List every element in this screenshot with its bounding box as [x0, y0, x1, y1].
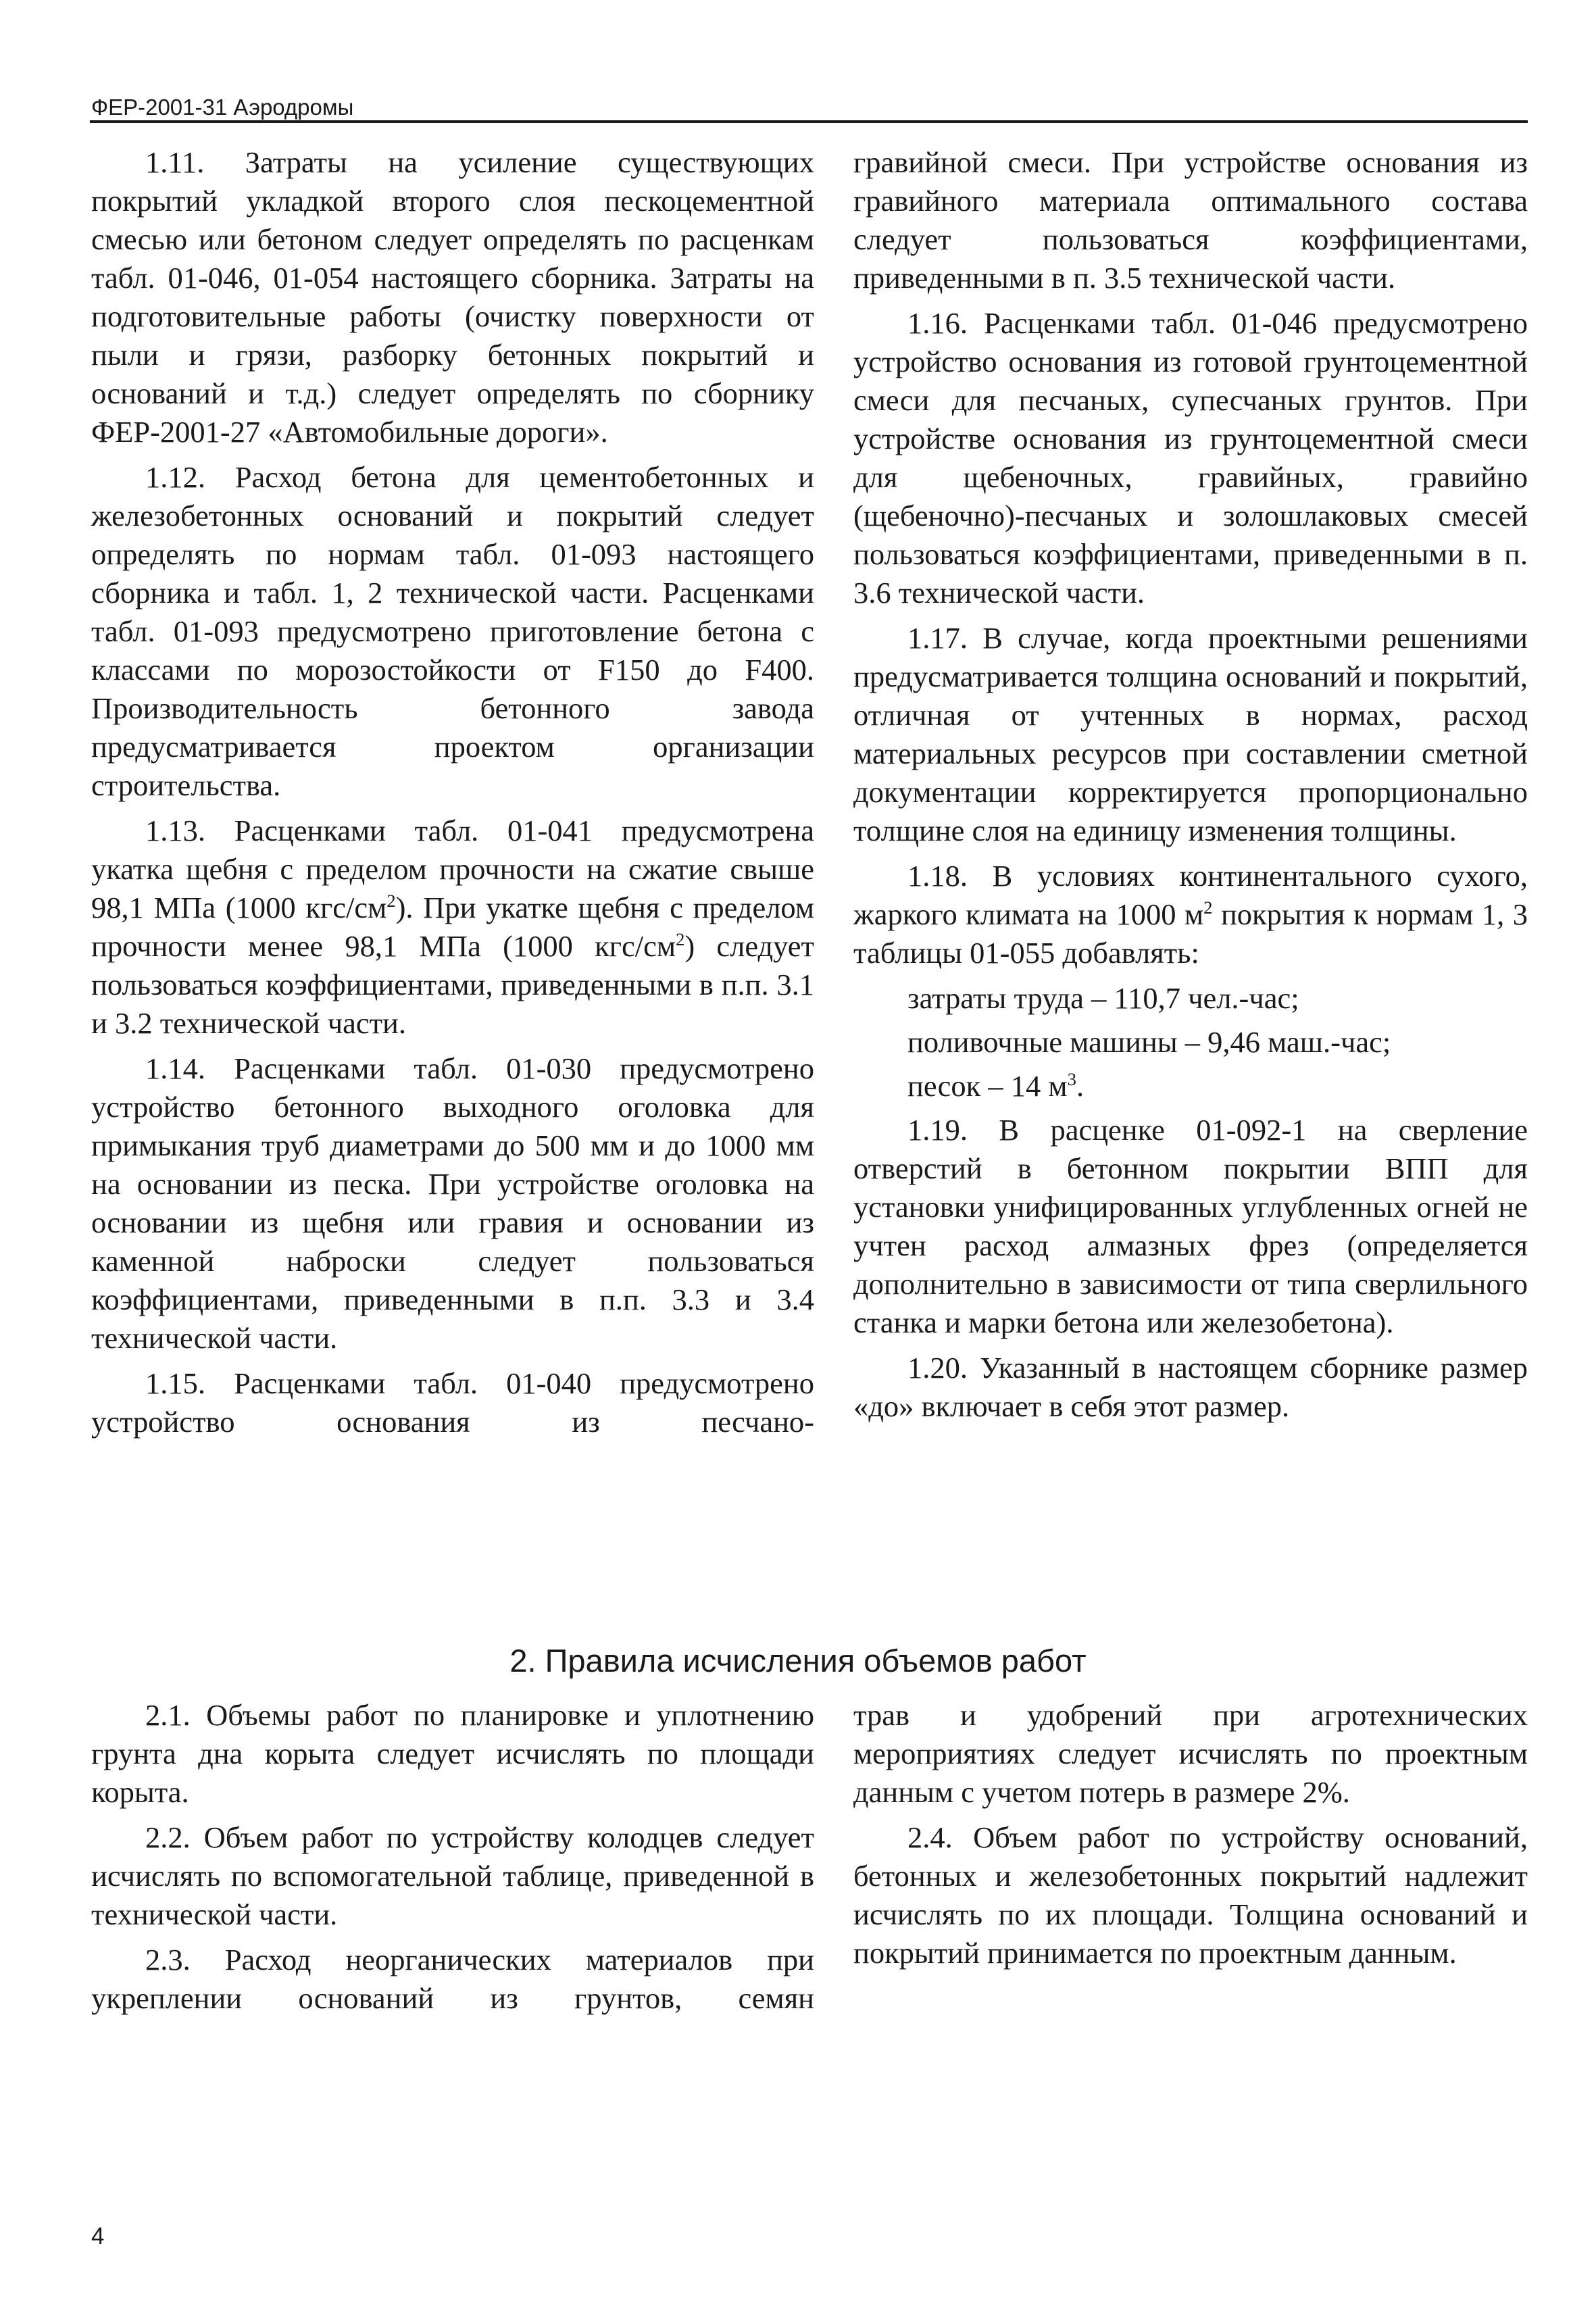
paragraph-1-15-start: 1.15. Расценками табл. 01-040 предусмотрено устройство основания из песчано-	[91, 1366, 814, 1439]
section1-right-column	[853, 143, 1528, 1433]
paragraph-1-16: 1.16. Расценками табл. 01-046 предусмотрено устройство основания из готовой грунтоцементной смеси для песчаных, супесчаных грунтов. При устройстве основания из грунтоцементной смеси для щебеночных, гравийных, гравийно (щебеночно)-песчаных и золошлаковых смесей пользоваться коэффициентами, приведенными в п. 3.6 технической части.	[853, 306, 1528, 609]
header-rule	[90, 120, 1528, 123]
paragraph-2-3-start: 2.3. Расход неорганических материалов при укреплении оснований из грунтов, семян	[91, 1943, 814, 2015]
list-item-machines: поливочные машины – 9,46 маш.-час;	[907, 1025, 1391, 1059]
paragraph-1-13	[91, 812, 814, 1043]
running-header-title: ФЕР-2001-31 Аэродромы	[91, 95, 354, 120]
paragraph-1-13-part-c: ) следует пользоваться коэффициентами, приведенными в п.п. 3.1 и 3.2 технической части.	[91, 929, 814, 1040]
page-number: 4	[91, 2223, 105, 2249]
paragraph-1-19: 1.19. В расценке 01-092-1 на сверление отверстий в бетонном покрытии ВПП для установки унифицированных углубленных огней не учтен расход алмазных фрез (определяется дополнительно в зависимости от типа сверлильного станка и марки бетона или железобетона).	[853, 1113, 1528, 1339]
paragraph-1-12: 1.12. Расход бетона для цементобетонных и железобетонных оснований и покрытий следует определять по нормам табл. 01-093 настоящего сборника и табл. 1, 2 технической части. Расценками табл. 01-093 предусмотрено приготовление бетона с классами по морозостойкости от F150 до F400. Производительность бетонного завода предусматривается проектом организации строительства.	[91, 460, 814, 802]
paragraph-1-13-part-a: 1.13. Расценками табл. 01-041 предусмотрена укатка щебня с пределом прочности на сжатие свыше 98,1 МПа (1000 кгс/см	[91, 814, 814, 924]
paragraph-1-17: 1.17. В случае, когда проектными решениями предусматривается толщина оснований и покрытий, отличная от учтенных в нормах, расход материальных ресурсов при составлении сметной документации корректируется пропорционально толщине слоя на единицу изменения толщины.	[853, 621, 1528, 847]
paragraph-2-1: 2.1. Объемы работ по планировке и уплотнению грунта дна корыта следует исчислять по площади корыта.	[91, 1698, 814, 1809]
paragraph-1-18-part-b: покрытия к нормам 1, 3 таблицы 01-055 добавлять:	[853, 897, 1528, 970]
section2-left-column	[91, 1696, 814, 2024]
paragraph-1-15-end: гравийной смеси. При устройстве основания из гравийного материала оптимального состава следует пользоваться коэффициентами, приведенными в п. 3.5 технической части.	[853, 145, 1528, 295]
list-item-sand-text: песок – 14 м	[907, 1069, 1068, 1103]
section-2-title: 2. Правила исчисления объемов работ	[509, 1643, 1087, 1678]
paragraph-2-2: 2.2. Объем работ по устройству колодцев следует исчислять по вспомогательной таблице, приведенной в технической части.	[91, 1820, 814, 1931]
paragraph-1-18	[853, 857, 1528, 972]
superscript-2: 2	[386, 891, 396, 912]
list-item-sand-end: .	[1076, 1069, 1084, 1103]
paragraph-1-18-part-a: 1.18. В условиях континентального сухого, жаркого климата на 1000 м	[853, 859, 1528, 931]
paragraph-2-4: 2.4. Объем работ по устройству оснований, бетонных и железобетонных покрытий надлежит исчислять по их площади. Толщина оснований и покрытий принимается по проектным данным.	[853, 1820, 1528, 1970]
section2-right-column	[853, 1696, 1528, 1979]
paragraph-1-14: 1.14. Расценками табл. 01-030 предусмотрено устройство бетонного выходного оголовка для примыкания труб диаметрами до 500 мм и до 1000 мм на основании из песка. При устройстве оголовка на основании из щебня или гравия и основании из каменной наброски следует пользоваться коэффициентами, приведенными в п.п. 3.3 и 3.4 технической части.	[91, 1051, 814, 1355]
paragraph-1-20: 1.20. Указанный в настоящем сборнике размер «до» включает в себя этот размер.	[853, 1351, 1528, 1423]
paragraph-2-3-end: трав и удобрений при агротехнических мероприятиях следует исчислять по проектным данным с учетом потерь в размере 2%.	[853, 1698, 1528, 1809]
superscript-2: 2	[1203, 897, 1213, 918]
list-item-labor: затраты труда – 110,7 чел.-час;	[907, 981, 1299, 1015]
section1-left-column	[91, 143, 814, 1448]
paragraph-1-13-part-b: ). При укатке щебня с пределом прочности менее 98,1 МПа (1000 кгс/см	[91, 891, 814, 963]
paragraph-1-11: 1.11. Затраты на усиление существующих покрытий укладкой второго слоя пескоцементной смесью или бетоном следует определять по расценкам табл. 01-046, 01-054 настоящего сборника. Затраты на подготовительные работы (очистку поверхности от пыли и грязи, разборку бетонных покрытий и оснований и т.д.) следует определять по сборнику ФЕР-2001-27 «Автомобильные дороги».	[91, 145, 814, 449]
list-item-sand	[853, 1067, 1528, 1105]
superscript-3: 3	[1067, 1069, 1076, 1090]
superscript-2: 2	[676, 929, 685, 950]
